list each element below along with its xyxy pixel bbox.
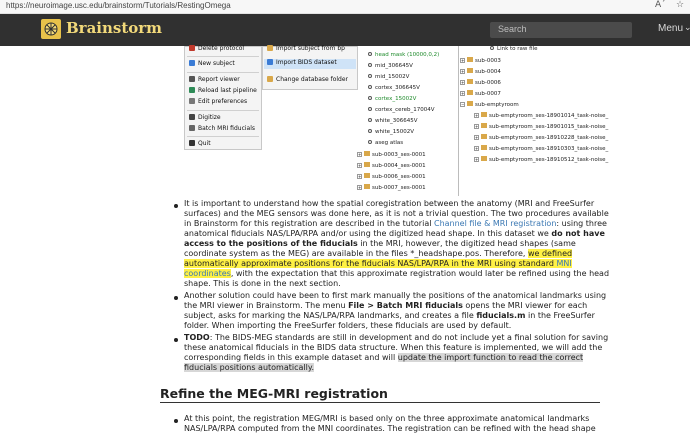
tree-item: + sub-emptyroom_ses-18901015_task-noise_ [475,124,609,130]
url-text[interactable]: https://neuroimage.usc.edu/brainstorm/Tutorials/RestingOmega [6,1,231,10]
menu-item-reload-pipeline: Reload last pipeline [189,87,257,94]
expand-icon: + [475,146,479,151]
submenu-item-import-bids: Import BIDS dataset [264,59,356,69]
mri-icon [189,125,195,131]
expand-icon: + [475,135,479,140]
tree-item: aseg atlas [368,140,403,146]
bullet-icon [174,338,178,342]
tree-item: Link to raw file [490,46,538,52]
section-divider [160,402,600,403]
chevron-down-icon[interactable]: ⌄ [684,23,692,33]
expand-icon: + [461,80,465,85]
digitize-icon [189,114,195,120]
site-header [0,14,690,46]
expand-icon: + [475,157,479,162]
tree-item: cortex_cereb_17004V [368,107,435,113]
submenu-item-import-subject: Import subject from bp [267,45,345,52]
file-context-menu [184,46,262,150]
quit-icon [189,140,195,146]
atlas-icon [368,140,372,144]
submenu-item-change-database: Change database folder [267,76,348,83]
expand-icon: + [461,58,465,63]
menu-separator [187,72,259,73]
tree-item: + sub-emptyroom_ses-18910512_task-noise_ [475,157,609,163]
import-submenu [262,46,358,90]
collapse-icon: − [461,102,465,107]
folder-icon [364,173,370,178]
delete-icon [189,45,195,51]
folder-icon [481,145,487,150]
highlight-yellow: we defined automatically approximate positions for the fiducials NAS/LPA/RPA in the MRI using standard [184,249,573,268]
surface-icon [368,74,372,78]
expand-icon: + [461,69,465,74]
tree-item: + sub-0007 [461,91,501,97]
paragraph-alternative-solution: Another solution could have been to first mark manually the positions of the anatomical landmarks using the MRI viewer in Brainstorm. The menu File > Batch MRI fiducials opens the MRI viewer for each subject, asks for marking the NAS/LPA/RPA landmarks, and creates a file fiducials.m in the FreeSurfer folder. When importing the FreeSurfer folders, these fiducials are used by default. [184,291,607,330]
tree-item: cortex_306645V [368,85,420,91]
menu-item-report-viewer: Report viewer [189,76,240,83]
tree-item: + sub-0003 [461,58,501,64]
tree-item: head mask (10000,0,2) [368,52,439,58]
expand-icon: + [358,163,362,168]
folder-icon [481,123,487,128]
menu-item-new-subject: New subject [189,60,235,67]
paragraph-todo: TODO: The BIDS-MEG standards are still in development and do not include yet a final solution for saving these anatomical fiducials in the BIDS data structure. When this feature is implemented, we will add the corresponding fields in this example dataset and will update the import function to read the correct fiducials positions automatically. [184,333,609,372]
folder-icon [364,184,370,189]
brand-name[interactable]: Brainstorm [66,19,163,37]
preferences-icon [189,98,195,104]
reload-icon [189,87,195,93]
folder-icon [481,134,487,139]
report-icon [189,76,195,82]
tree-item: mid_306645V [368,63,413,69]
surface-icon [368,63,372,67]
expand-icon: + [358,174,362,179]
link-mni-coordinates[interactable]: MNI coordinates [184,259,572,278]
expand-icon: + [358,152,362,157]
tree-item: − sub-emptyroom [461,102,519,108]
browser-url-bar[interactable] [0,0,690,14]
menu-item-edit-preferences: Edit preferences [189,98,247,105]
tree-item: white_306645V [368,118,418,124]
folder-icon [467,68,473,73]
bullet-icon [174,419,178,423]
bullet-icon [174,204,178,208]
folder-icon [467,57,473,62]
brainstorm-logo-icon[interactable] [40,18,62,40]
bids-icon [267,59,273,65]
expand-icon: + [461,91,465,96]
bullet-icon [174,296,178,300]
tree-item: + sub-0004_ses-0001 [358,163,426,169]
tree-item: + sub-emptyroom_ses-18910303_task-noise_ [475,146,609,152]
folder-icon [481,112,487,117]
surface-icon [368,96,372,100]
surface-icon [368,52,372,56]
menu-item-delete-protocol: Delete protocol [189,45,244,52]
link-channel-file-mri-registration[interactable]: Channel file & MRI registration [433,219,557,228]
paragraph-coregistration: It is important to understand how the spatial coregistration between the anatomy (MRI and FreeSurfer surfaces) and the MEG sensors was done here, as it is not a trivial question. The two procedures available in Brainstorm for this registration are described in the tutorial Channel file & MRI registration: using three anatomical fiducials NAS/LPA/RPA and/or using the digitized head shape. In this dataset we do not have access to the positions of the fiducials in the MRI, however, the digitized head shapes (same coordinate system as the MEG) are available in the files *_headshape.pos. Therefore, we defined automatically approximate positions for the fiducials NAS/LPA/RPA in the MRI using standard MNI coordinates, with the expectation that this approximate registration would later be refined using the head shape. This is done in the next section. [184,199,610,288]
menu-item-digitize: Digitize [189,114,221,121]
folder-icon [467,79,473,84]
highlight-gray: update the import function to read the correct fiducials positions automatically. [184,353,584,372]
link-icon [490,46,494,50]
tree-item: + sub-emptyroom_ses-18901014_task-noise_ [475,113,609,119]
tree-item: white_15002V [368,129,414,135]
folder-icon [267,76,273,82]
bookmark-star-icon[interactable]: ☆ [676,0,685,10]
expand-icon: + [475,113,479,118]
tree-item: cortex_15002V [368,96,416,102]
folder-icon [364,162,370,167]
menu-button[interactable]: Menu [658,23,684,34]
search-input[interactable] [490,22,632,38]
surface-icon [368,107,372,111]
panel-divider [458,46,459,196]
surface-icon [368,129,372,133]
folder-icon [364,151,370,156]
menu-item-quit: Quit [189,140,211,147]
tree-item: + sub-emptyroom_ses-18910228_task-noise_ [475,135,609,141]
paragraph-refine-registration: At this point, the registration MEG/MRI is based only on the three approximate anatomical landmarks NAS/LPA/RPA computed from the MNI coordinates. The registration can be refined with the head shape [184,414,596,433]
subject-icon [189,60,195,66]
surface-icon [368,85,372,89]
expand-icon: + [475,124,479,129]
menu-separator [187,136,259,137]
tree-item: + sub-0007_ses-0001 [358,185,426,191]
folder-icon [467,90,473,95]
tree-item: + sub-0004 [461,69,501,75]
tree-item: + sub-0006_ses-0001 [358,174,426,180]
surface-icon [368,118,372,122]
tutorial-screenshot [184,45,609,196]
section-title: Refine the MEG-MRI registration [160,386,388,401]
folder-icon [267,45,273,51]
tree-item: + sub-0003_ses-0001 [358,152,426,158]
menu-separator [187,110,259,111]
reader-font-icon[interactable]: A´ [655,0,666,10]
search-placeholder: Search [498,24,527,34]
folder-icon [481,156,487,161]
tree-item: + sub-0006 [461,80,501,86]
folder-icon [467,101,473,106]
menu-separator [187,56,259,57]
menu-item-batch-mri-fiducials: Batch MRI fiducials [189,125,255,132]
expand-icon: + [358,185,362,190]
tree-item: mid_15002V [368,74,409,80]
